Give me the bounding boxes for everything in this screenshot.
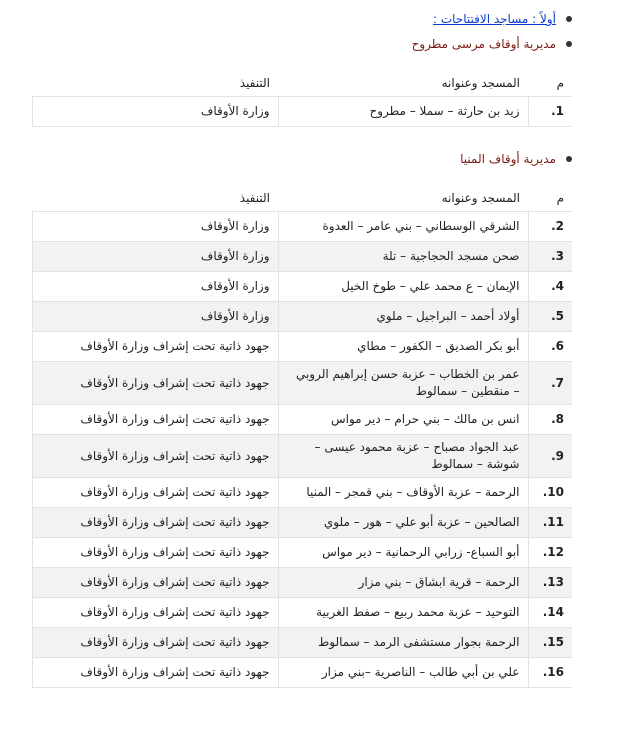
directorate-matrouh-label: مديرية أوقاف مرسى مطروح xyxy=(411,37,556,51)
table-row xyxy=(32,435,572,478)
table-header-row xyxy=(32,70,572,97)
table-row xyxy=(32,332,572,362)
header-num: م xyxy=(528,70,572,97)
mosque-cell: صحن مسجد الحجاجية – تلة xyxy=(278,242,528,272)
header-mosque: المسجد وعنوانه xyxy=(278,185,528,212)
row-number: 10. xyxy=(528,478,572,508)
row-number: 11. xyxy=(528,508,572,538)
bullet-item-matrouh xyxy=(412,34,572,54)
mosque-cell: أبو بكر الصديق – الكفور – مطاي xyxy=(278,332,528,362)
execution-cell: جهود ذاتية تحت إشراف وزارة الأوقاف xyxy=(32,508,278,538)
execution-cell: جهود ذاتية تحت إشراف وزارة الأوقاف xyxy=(32,362,278,405)
table-row xyxy=(32,272,572,302)
execution-cell: جهود ذاتية تحت إشراف وزارة الأوقاف xyxy=(32,628,278,658)
mosque-cell: زيد بن حارثة – سملا – مطروح xyxy=(278,97,528,127)
execution-cell: جهود ذاتية تحت إشراف وزارة الأوقاف xyxy=(32,538,278,568)
mosque-cell: أولاد أحمد – البراجيل – ملوي xyxy=(278,302,528,332)
table-row xyxy=(32,568,572,598)
execution-cell: وزارة الأوقاف xyxy=(32,242,278,272)
table-header-row xyxy=(32,185,572,212)
directorate-minya-label: مديرية أوقاف المنيا xyxy=(460,152,556,166)
row-number: 8. xyxy=(528,405,572,435)
mosque-cell: انس بن مالك – بني حرام – دير مواس xyxy=(278,405,528,435)
bullet-dot-icon xyxy=(566,16,572,22)
mosque-cell: عبد الجواد مصباح – عزبة محمود عيسى – شوشة – سمالوط xyxy=(278,435,528,478)
mosque-cell: الرحمة – عزبة الأوقاف – بني قمجر – المنيا xyxy=(278,478,528,508)
execution-cell: جهود ذاتية تحت إشراف وزارة الأوقاف xyxy=(32,598,278,628)
row-number: 6. xyxy=(528,332,572,362)
row-number: 2. xyxy=(528,212,572,242)
bullet-item-openings xyxy=(433,9,572,29)
mosque-cell: الصالحين – عزبة أبو علي – هور – ملوي xyxy=(278,508,528,538)
mosque-cell: عمر بن الخطاب – عزبة حسن إبراهيم الروبي – منقطين – سمالوط xyxy=(278,362,528,405)
mosque-cell: الرحمة بجوار مستشفى الرمد – سمالوط xyxy=(278,628,528,658)
table-row xyxy=(32,212,572,242)
execution-cell: وزارة الأوقاف xyxy=(32,212,278,242)
execution-cell: جهود ذاتية تحت إشراف وزارة الأوقاف xyxy=(32,568,278,598)
row-number: 15. xyxy=(528,628,572,658)
execution-cell: جهود ذاتية تحت إشراف وزارة الأوقاف xyxy=(32,435,278,478)
matrouh-mosques-table xyxy=(32,70,573,127)
header-execution: التنفيذ xyxy=(32,185,278,212)
execution-cell: وزارة الأوقاف xyxy=(32,97,278,127)
bullet-dot-icon xyxy=(566,41,572,47)
execution-cell: وزارة الأوقاف xyxy=(32,272,278,302)
table-row xyxy=(32,242,572,272)
header-num: م xyxy=(528,185,572,212)
row-number: 3. xyxy=(528,242,572,272)
execution-cell: جهود ذاتية تحت إشراف وزارة الأوقاف xyxy=(32,658,278,688)
execution-cell: وزارة الأوقاف xyxy=(32,302,278,332)
header-execution: التنفيذ xyxy=(32,70,278,97)
row-number: 7. xyxy=(528,362,572,405)
row-number: 14. xyxy=(528,598,572,628)
table-row xyxy=(32,302,572,332)
table-row xyxy=(32,508,572,538)
row-number: 4. xyxy=(528,272,572,302)
execution-cell: جهود ذاتية تحت إشراف وزارة الأوقاف xyxy=(32,478,278,508)
table-row xyxy=(32,598,572,628)
row-number: 5. xyxy=(528,302,572,332)
minya-mosques-table xyxy=(32,185,573,688)
table-row xyxy=(32,658,572,688)
table-row xyxy=(32,405,572,435)
mosque-cell: علي بن أبي طالب – الناصرية –بني مزار xyxy=(278,658,528,688)
openings-heading-link[interactable]: أولاً : مساجد الافتتاحات : xyxy=(432,12,556,26)
row-number: 9. xyxy=(528,435,572,478)
table-row xyxy=(32,628,572,658)
execution-cell: جهود ذاتية تحت إشراف وزارة الأوقاف xyxy=(32,332,278,362)
table-row xyxy=(32,362,572,405)
row-number: 12. xyxy=(528,538,572,568)
mosque-cell: أبو السباع- زرابي الرحمانية – دير مواس xyxy=(278,538,528,568)
mosque-cell: الرحمة – قرية ابشاق – بني مزار xyxy=(278,568,528,598)
row-number: 13. xyxy=(528,568,572,598)
table-row xyxy=(32,538,572,568)
execution-cell: جهود ذاتية تحت إشراف وزارة الأوقاف xyxy=(32,405,278,435)
table-row xyxy=(32,97,572,127)
mosque-cell: التوحيد – عزبة محمد ربيع – صفط الغربية xyxy=(278,598,528,628)
bullet-dot-icon xyxy=(566,156,572,162)
row-number: 1. xyxy=(528,97,572,127)
mosque-cell: الإيمان – ع محمد علي – طوخ الخيل xyxy=(278,272,528,302)
bullet-item-minya xyxy=(460,149,572,169)
mosque-cell: الشرقي الوسطاني – بني عامر – العدوة xyxy=(278,212,528,242)
table-row xyxy=(32,478,572,508)
row-number: 16. xyxy=(528,658,572,688)
header-mosque: المسجد وعنوانه xyxy=(278,70,528,97)
